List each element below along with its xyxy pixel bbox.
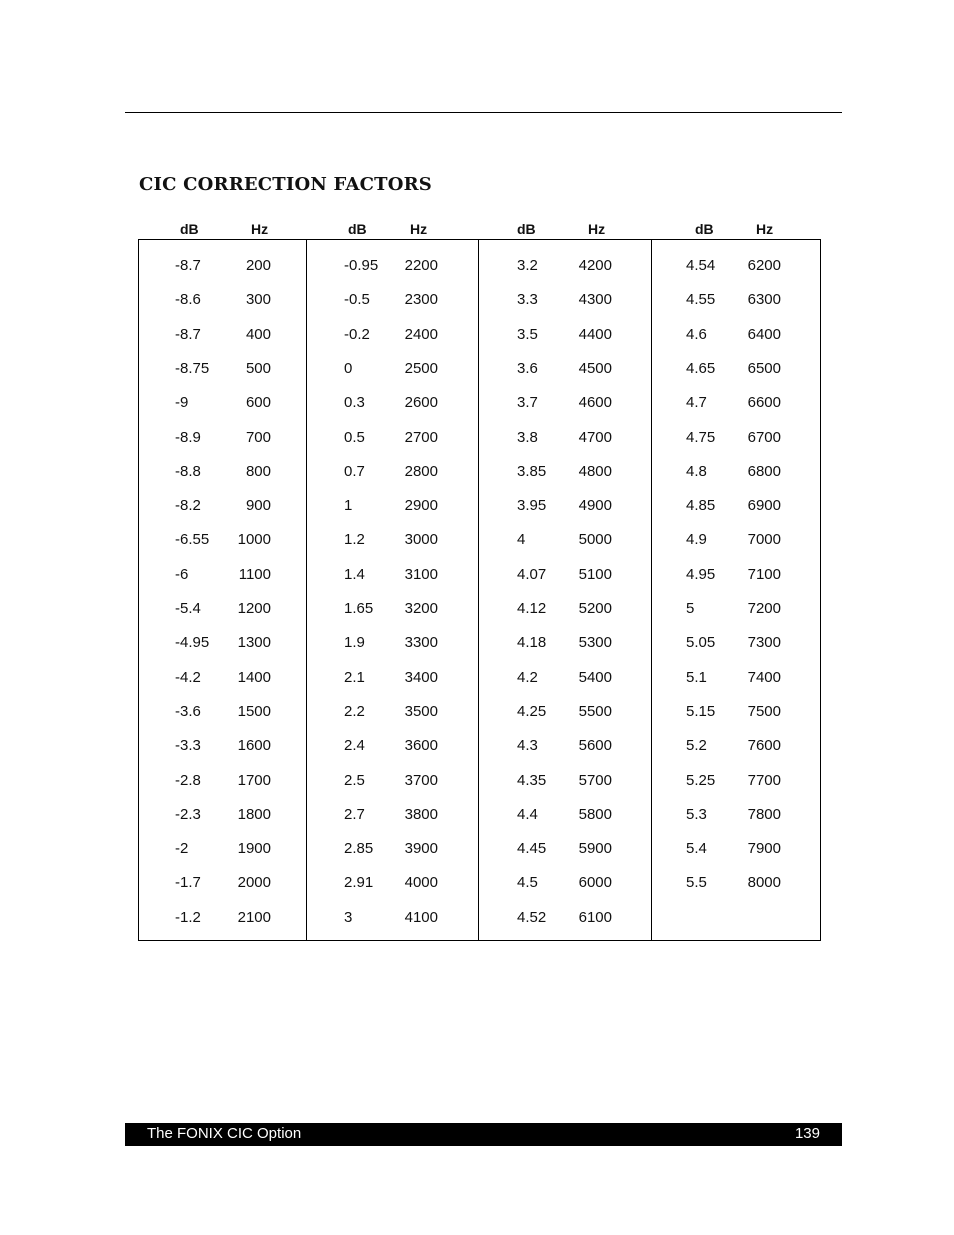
db-value: 3.8 bbox=[517, 428, 538, 446]
hz-value: 8000 bbox=[747, 874, 781, 892]
hz-value: 3200 bbox=[404, 600, 438, 617]
db-value: 4.85 bbox=[686, 497, 716, 515]
hz-value: 1000 bbox=[237, 531, 271, 549]
db-value: 2.85 bbox=[344, 840, 374, 858]
db-value: 4.9 bbox=[686, 531, 707, 549]
hz-value: 3700 bbox=[404, 771, 438, 789]
db-value: -8.2 bbox=[175, 497, 201, 515]
column-header-db: dB bbox=[517, 221, 536, 237]
column-header-db: dB bbox=[348, 221, 367, 237]
db-value: -2 bbox=[175, 840, 189, 858]
db-value: -2.8 bbox=[175, 771, 201, 789]
hz-value: 4900 bbox=[578, 497, 612, 515]
db-value: 0.5 bbox=[344, 428, 365, 446]
hz-value: 2000 bbox=[237, 874, 271, 892]
hz-value: 6800 bbox=[747, 462, 781, 480]
db-value: 3.95 bbox=[517, 497, 547, 515]
db-value: 4.75 bbox=[686, 428, 716, 446]
page-footer bbox=[125, 1123, 842, 1146]
db-value: -6 bbox=[175, 565, 189, 583]
hz-value: 6600 bbox=[747, 394, 781, 412]
hz-value: 3900 bbox=[404, 840, 438, 858]
db-value: 4.95 bbox=[686, 565, 716, 583]
hz-value: 700 bbox=[245, 428, 271, 446]
db-value: 4.3 bbox=[517, 737, 538, 755]
hz-value: 4000 bbox=[404, 874, 438, 892]
hz-value: 2800 bbox=[404, 462, 438, 480]
db-value: -8.7 bbox=[175, 257, 201, 274]
hz-value: 5100 bbox=[578, 565, 612, 583]
hz-value: 500 bbox=[245, 359, 271, 377]
hz-value: 4400 bbox=[578, 325, 612, 343]
hz-value: 1500 bbox=[237, 702, 271, 720]
hz-value: 3100 bbox=[404, 565, 438, 583]
hz-value: 900 bbox=[245, 497, 271, 515]
page-number: 139 bbox=[794, 1125, 820, 1142]
hz-value: 4500 bbox=[578, 359, 612, 377]
db-value: 1.9 bbox=[344, 634, 365, 652]
db-value: -0.95 bbox=[344, 257, 379, 274]
db-value: 5.15 bbox=[686, 702, 716, 720]
hz-value: 6900 bbox=[747, 497, 781, 515]
correction-table bbox=[138, 239, 821, 941]
column-header-hz: Hz bbox=[756, 221, 774, 237]
db-value: 4 bbox=[517, 531, 526, 549]
hz-value: 2400 bbox=[404, 325, 438, 343]
hz-value: 5000 bbox=[578, 531, 612, 549]
hz-value: 6000 bbox=[578, 874, 612, 892]
footer-title: The FONIX CIC Option bbox=[147, 1125, 302, 1142]
db-value: -3.3 bbox=[175, 737, 201, 755]
db-value: 4.5 bbox=[517, 874, 538, 892]
column-header-hz: Hz bbox=[410, 221, 428, 237]
db-value: 3.7 bbox=[517, 394, 538, 412]
hz-value: 200 bbox=[245, 257, 271, 274]
db-value: 4.65 bbox=[686, 359, 716, 377]
hz-value: 7400 bbox=[747, 668, 781, 686]
hz-value: 4700 bbox=[578, 428, 612, 446]
db-value: 4.18 bbox=[517, 634, 547, 652]
hz-value: 3000 bbox=[404, 531, 438, 549]
db-value: 2.7 bbox=[344, 805, 365, 823]
column-divider bbox=[651, 240, 652, 940]
hz-value: 1400 bbox=[237, 668, 271, 686]
db-value: 4.45 bbox=[517, 840, 547, 858]
db-value: 3.2 bbox=[517, 257, 538, 274]
column-header-db: dB bbox=[695, 221, 714, 237]
hz-value: 5700 bbox=[578, 771, 612, 789]
hz-value: 1200 bbox=[237, 600, 271, 617]
hz-value: 3400 bbox=[404, 668, 438, 686]
hz-value: 5800 bbox=[578, 805, 612, 823]
db-value: 0.7 bbox=[344, 462, 365, 480]
header-rule bbox=[125, 112, 842, 113]
column-divider bbox=[306, 240, 307, 940]
hz-value: 5900 bbox=[578, 840, 612, 858]
db-value: 2.1 bbox=[344, 668, 365, 686]
hz-value: 2600 bbox=[404, 394, 438, 412]
hz-value: 400 bbox=[245, 325, 271, 343]
db-value: -4.2 bbox=[175, 668, 201, 686]
hz-value: 1600 bbox=[237, 737, 271, 755]
db-value: 0 bbox=[344, 359, 353, 377]
db-value: -8.8 bbox=[175, 462, 201, 480]
db-value: 3.6 bbox=[517, 359, 538, 377]
db-value: 0.3 bbox=[344, 394, 365, 412]
hz-value: 7200 bbox=[747, 600, 781, 617]
db-value: -9 bbox=[175, 394, 189, 412]
db-value: 5.3 bbox=[686, 805, 707, 823]
db-value: -1.2 bbox=[175, 908, 201, 926]
db-value: 3.5 bbox=[517, 325, 538, 343]
hz-value: 7300 bbox=[747, 634, 781, 652]
hz-value: 6400 bbox=[747, 325, 781, 343]
db-value: -8.6 bbox=[175, 291, 201, 309]
db-value: -0.2 bbox=[344, 325, 370, 343]
column-divider bbox=[478, 240, 479, 940]
db-value: -5.4 bbox=[175, 600, 201, 617]
hz-value: 1800 bbox=[237, 805, 271, 823]
hz-value: 7900 bbox=[747, 840, 781, 858]
hz-value: 3500 bbox=[404, 702, 438, 720]
hz-value: 7500 bbox=[747, 702, 781, 720]
db-value: 4.12 bbox=[517, 600, 547, 617]
hz-value: 2100 bbox=[237, 908, 271, 926]
db-value: 4.25 bbox=[517, 702, 547, 720]
hz-value: 6300 bbox=[747, 291, 781, 309]
column-header-hz: Hz bbox=[588, 221, 606, 237]
hz-value: 4200 bbox=[578, 257, 612, 274]
db-value: 1.4 bbox=[344, 565, 365, 583]
db-value: 3.3 bbox=[517, 291, 538, 309]
hz-value: 5200 bbox=[578, 600, 612, 617]
page-title: CIC CORRECTION FACTORS bbox=[139, 174, 432, 195]
db-value: 5.25 bbox=[686, 771, 716, 789]
hz-value: 4300 bbox=[578, 291, 612, 309]
db-value: 4.6 bbox=[686, 325, 707, 343]
hz-value: 2300 bbox=[404, 291, 438, 309]
hz-value: 2900 bbox=[404, 497, 438, 515]
db-value: 1 bbox=[344, 497, 353, 515]
db-value: 5.5 bbox=[686, 874, 707, 892]
hz-value: 5500 bbox=[578, 702, 612, 720]
hz-value: 4100 bbox=[404, 908, 438, 926]
db-value: -8.7 bbox=[175, 325, 201, 343]
db-value: 5.05 bbox=[686, 634, 716, 652]
db-value: 3.85 bbox=[517, 462, 547, 480]
db-value: -6.55 bbox=[175, 531, 210, 549]
hz-value: 7100 bbox=[747, 565, 781, 583]
hz-value: 1300 bbox=[237, 634, 271, 652]
db-value: 1.65 bbox=[344, 600, 374, 617]
db-value: 4.52 bbox=[517, 908, 547, 926]
hz-value: 600 bbox=[245, 394, 271, 412]
db-value: -3.6 bbox=[175, 702, 201, 720]
hz-value: 1700 bbox=[237, 771, 271, 789]
db-value: 4.8 bbox=[686, 462, 707, 480]
db-value: 5.4 bbox=[686, 840, 707, 858]
hz-value: 5600 bbox=[578, 737, 612, 755]
db-value: -8.9 bbox=[175, 428, 201, 446]
hz-value: 1100 bbox=[238, 565, 271, 583]
db-value: 4.35 bbox=[517, 771, 547, 789]
db-value: 4.54 bbox=[686, 257, 716, 274]
hz-value: 7700 bbox=[747, 771, 781, 789]
hz-value: 6500 bbox=[747, 359, 781, 377]
db-value: 1.2 bbox=[344, 531, 365, 549]
hz-value: 4600 bbox=[578, 394, 612, 412]
hz-value: 2200 bbox=[404, 257, 438, 274]
hz-value: 300 bbox=[245, 291, 271, 309]
db-value: 4.55 bbox=[686, 291, 716, 309]
hz-value: 3800 bbox=[404, 805, 438, 823]
db-value: 5.1 bbox=[686, 668, 707, 686]
hz-value: 5300 bbox=[578, 634, 612, 652]
hz-value: 3300 bbox=[404, 634, 438, 652]
db-value: 4.2 bbox=[517, 668, 538, 686]
db-value: 2.91 bbox=[344, 874, 374, 892]
db-value: 5 bbox=[686, 600, 695, 617]
db-value: 4.7 bbox=[686, 394, 707, 412]
hz-value: 6200 bbox=[747, 257, 781, 274]
column-header-hz: Hz bbox=[251, 221, 269, 237]
hz-value: 7000 bbox=[747, 531, 781, 549]
column-header-db: dB bbox=[180, 221, 199, 237]
db-value: 2.5 bbox=[344, 771, 365, 789]
db-value: -2.3 bbox=[175, 805, 201, 823]
hz-value: 3600 bbox=[404, 737, 438, 755]
hz-value: 2500 bbox=[404, 359, 438, 377]
hz-value: 7800 bbox=[747, 805, 781, 823]
hz-value: 2700 bbox=[404, 428, 438, 446]
db-value: -1.7 bbox=[175, 874, 201, 892]
db-value: 2.4 bbox=[344, 737, 365, 755]
hz-value: 6100 bbox=[578, 908, 612, 926]
hz-value: 6700 bbox=[747, 428, 781, 446]
db-value: -4.95 bbox=[175, 634, 210, 652]
hz-value: 1900 bbox=[237, 840, 271, 858]
db-value: 4.4 bbox=[517, 805, 538, 823]
db-value: 4.07 bbox=[517, 565, 547, 583]
hz-value: 5400 bbox=[578, 668, 612, 686]
db-value: 3 bbox=[344, 908, 353, 926]
db-value: 2.2 bbox=[344, 702, 365, 720]
db-value: 5.2 bbox=[686, 737, 707, 755]
db-value: -8.75 bbox=[175, 359, 210, 377]
db-value: -0.5 bbox=[344, 291, 370, 309]
hz-value: 4800 bbox=[578, 462, 612, 480]
hz-value: 7600 bbox=[747, 737, 781, 755]
hz-value: 800 bbox=[245, 462, 271, 480]
